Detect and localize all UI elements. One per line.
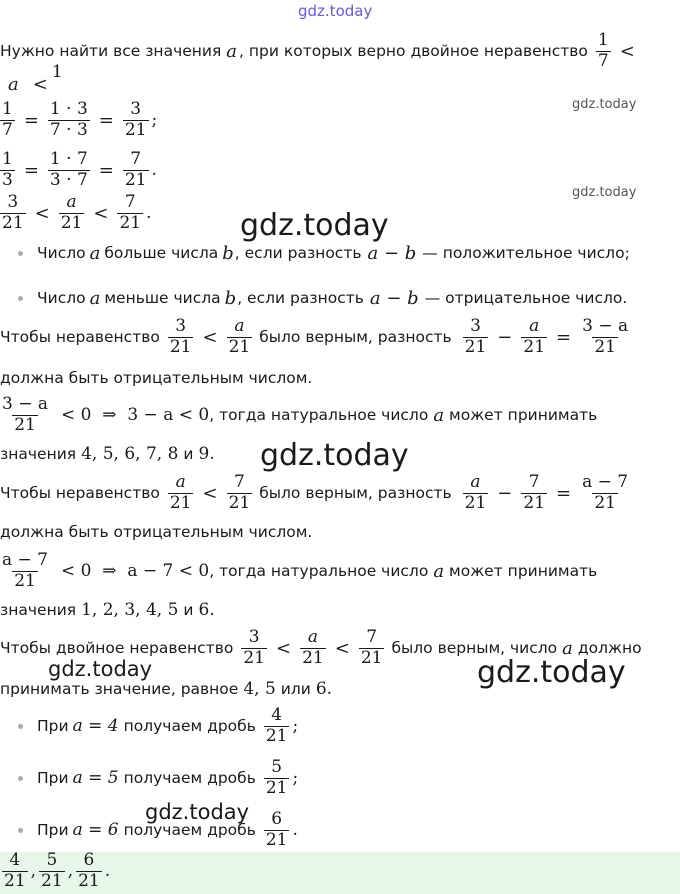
fraction: $\frac{3}{21}$ bbox=[124, 98, 147, 140]
fraction: $\frac{3}{21}$ bbox=[169, 315, 192, 357]
watermark-medium: gdz.today bbox=[48, 657, 153, 681]
fraction: $\frac{1}{3}$ bbox=[2, 148, 13, 190]
fraction: $\frac{7}{21}$ bbox=[360, 626, 383, 668]
intro-line bbox=[0, 26, 641, 76]
watermark-large: gdz.today bbox=[240, 208, 389, 243]
fraction: $\frac{5}{21}$ bbox=[265, 756, 288, 798]
result-item: При a = 6 получаем дробь $\frac{6}{21}$ . bbox=[0, 804, 298, 856]
fraction: $\frac{7}{21}$ bbox=[119, 191, 142, 233]
fraction: $\frac{1}{7}$ bbox=[597, 29, 609, 71]
fraction: $\frac{3}{21}$ bbox=[464, 315, 487, 357]
case2-condition: $\frac{a - 7}{21}$ < 0 ⇒ a − 7 < 0 , тогда натуральное число a может принимать bbox=[2, 549, 598, 591]
var-a: a bbox=[226, 40, 238, 62]
intro-text: , при которых верно двойное неравенство bbox=[239, 42, 588, 60]
fraction: $\frac{5}{21}$ bbox=[41, 849, 63, 891]
fraction: $\frac{6}{21}$ bbox=[78, 849, 100, 891]
fraction: $\frac{a}{21}$ bbox=[464, 471, 487, 513]
fraction: $\frac{a - 7}{21}$ bbox=[2, 549, 49, 591]
case1-condition: $\frac{3 - a}{21}$ < 0 ⇒ 3 − a < 0 , тогда натуральное число a может принимать bbox=[2, 393, 598, 435]
fraction: $\frac{4}{21}$ bbox=[265, 704, 288, 746]
var-a: a bbox=[8, 73, 19, 95]
inequality: $\frac{3}{21}$ < $\frac{a}{21}$ < $\frac{7}{21}$ . bbox=[2, 191, 152, 233]
fraction: $\frac{4}{21}$ bbox=[4, 849, 26, 891]
bullet-icon bbox=[18, 724, 23, 729]
fraction: $\frac{7}{21}$ bbox=[228, 471, 251, 513]
watermark-medium: gdz.today bbox=[145, 800, 250, 824]
fraction: $\frac{a}{21}$ bbox=[228, 315, 251, 357]
fraction: $\frac{3 - a}{21}$ bbox=[2, 393, 49, 435]
equation-2: $\frac{1}{3}$ = $\frac{1 \cdot 7}{3 \cdot 7}$ = $\frac{7}{21}$ . bbox=[2, 148, 157, 190]
case2-text: должна быть отрицательным числом. bbox=[0, 523, 313, 541]
answer-line: $\frac{4}{21}$ , $\frac{5}{21}$ , $\frac{6}{21}$ . bbox=[4, 849, 111, 891]
watermark-large: gdz.today bbox=[477, 655, 626, 690]
watermark-small: gdz.today bbox=[572, 185, 637, 200]
fraction: $\frac{3 - a}{21}$ bbox=[582, 315, 629, 357]
fraction: $\frac{a - 7}{21}$ bbox=[582, 471, 629, 513]
fraction: $\frac{1 \cdot 7}{3 \cdot 7}$ bbox=[49, 148, 88, 190]
case1-text: должна быть отрицательным числом. bbox=[0, 369, 313, 387]
case2-line: Чтобы неравенство $\frac{a}{21}$ < $\frac{7}{21}$ было верным, разность $\frac{a}{21}$ − $\frac{7}{21}$ = $\frac{a - 7}{21}$ bbox=[0, 471, 629, 513]
fraction: $\frac{a}{21}$ bbox=[60, 191, 83, 233]
final-values: принимать значение, равное 4, 5 или 6. bbox=[0, 679, 333, 699]
equation-1: $\frac{1}{7}$ = $\frac{1 \cdot 3}{7 \cdot 3}$ = $\frac{3}{21}$ ; bbox=[2, 98, 158, 140]
number: 1 bbox=[51, 62, 63, 82]
fraction: $\frac{a}{21}$ bbox=[302, 626, 324, 668]
fraction: $\frac{1 \cdot 3}{7 \cdot 3}$ bbox=[49, 98, 88, 140]
watermark-top: gdz.today bbox=[298, 2, 373, 20]
fraction: $\frac{6}{21}$ bbox=[265, 808, 288, 850]
case1-values: значения 4, 5, 6, 7, 8 и 9. bbox=[0, 444, 215, 464]
rule-item: Число a больше числа b , если разность a − b — положительное число; bbox=[0, 240, 630, 266]
case1-line: Чтобы неравенство $\frac{3}{21}$ < $\frac{a}{21}$ было верным, разность $\frac{3}{21}$ − $\frac{a}{21}$ = $\frac{3 - a}{21}$ bbox=[0, 315, 629, 357]
watermark-small: gdz.today bbox=[572, 97, 637, 112]
bullet-icon bbox=[18, 296, 23, 301]
rule-item: Число a меньше числа b , если разность a − b — отрицательное число. bbox=[0, 285, 627, 311]
final-line: Чтобы двойное неравенство $\frac{3}{21}$ < $\frac{a}{21}$ < $\frac{7}{21}$ было верным, число a должно bbox=[0, 626, 642, 668]
bullet-icon bbox=[18, 251, 23, 256]
result-item: При a = 5 получаем дробь $\frac{5}{21}$ ; bbox=[0, 752, 298, 804]
fraction: $\frac{7}{21}$ bbox=[124, 148, 147, 190]
fraction: $\frac{a}{21}$ bbox=[169, 471, 192, 513]
bullet-icon bbox=[18, 828, 23, 833]
bullet-icon bbox=[18, 776, 23, 781]
case2-values: значения 1, 2, 3, 4, 5 и 6. bbox=[0, 600, 215, 620]
fraction: $\frac{3}{21}$ bbox=[2, 191, 24, 233]
fraction: $\frac{1}{7}$ bbox=[2, 98, 13, 140]
less-than: < bbox=[619, 40, 635, 62]
fraction: $\frac{7}{21}$ bbox=[523, 471, 546, 513]
watermark-large: gdz.today bbox=[260, 438, 409, 473]
intro-text: Нужно найти все значения bbox=[0, 42, 222, 60]
result-item: При a = 4 получаем дробь $\frac{4}{21}$ ; bbox=[0, 700, 298, 752]
less-than: < bbox=[32, 73, 48, 95]
fraction: $\frac{a}{21}$ bbox=[523, 315, 546, 357]
fraction: $\frac{3}{21}$ bbox=[243, 626, 265, 668]
